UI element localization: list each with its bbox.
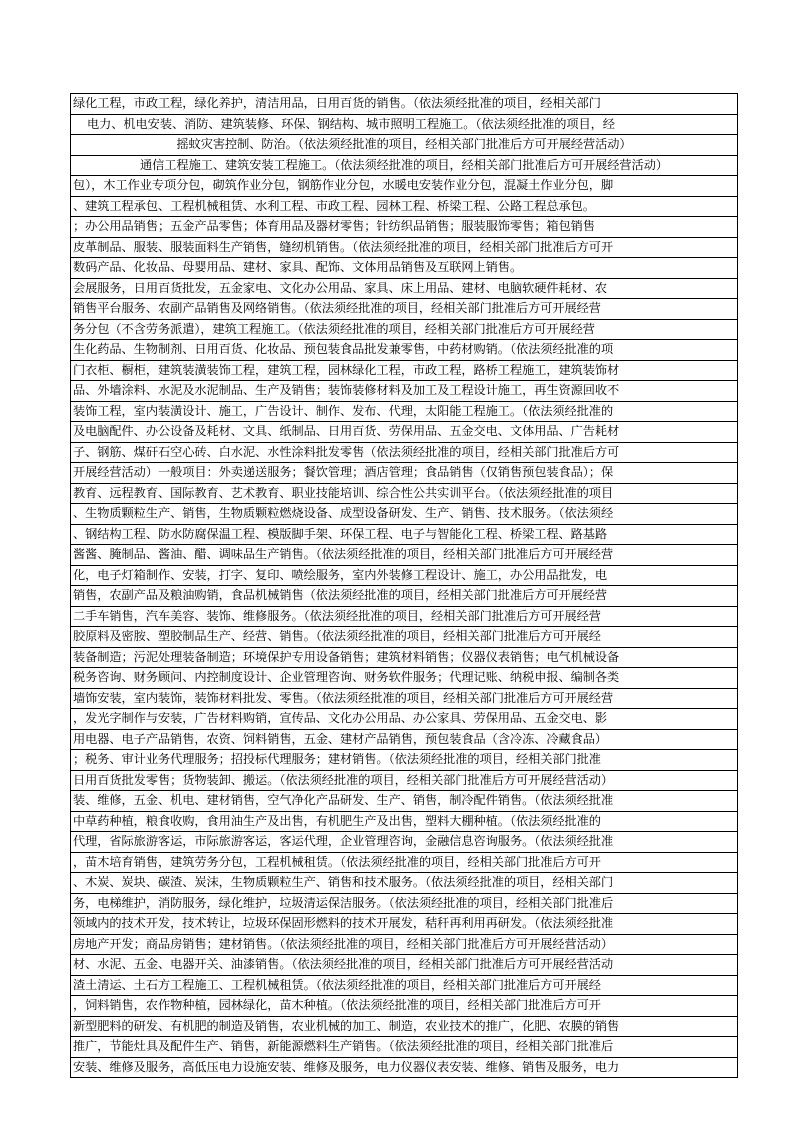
table-row[interactable] xyxy=(71,689,737,710)
cell-text: 代理，省际旅游客运，市际旅游客运，客运代理，企业管理咨询，金融信息咨询服务。（依法须经批准 xyxy=(73,834,614,848)
cell-text: ，发光字制作与安装，广告材料购销，宣传品、文化办公用品、办公家具、劳保用品、五金交电、影 xyxy=(73,711,608,725)
cell-text: 中草药种植，粮食收购，食用油生产及出售，有机肥生产及出售，塑料大棚种植。（依法须经批准的 xyxy=(73,813,601,828)
cell-text: 务，电梯维护，消防服务，绿化维护，垃圾清运保洁服务。（依法须经批准的项目，经相关部门批准后 xyxy=(73,895,614,910)
table-row[interactable] xyxy=(71,504,737,525)
cell-text: 销售，农副产品及粮油购销，食品机械销售（依法须经批准的项目，经相关部门批准后方可开展经营 xyxy=(73,588,608,602)
cell-text: ；办公用品销售；五金产品零售；体育用品及器材零售；针纺织品销售；服装服饰零售；箱包销售 xyxy=(73,219,595,233)
table-row[interactable] xyxy=(71,217,737,238)
table-row[interactable] xyxy=(71,135,737,156)
cell-text: 新型肥料的研发、有机肥的制造及销售，农业机械的加工、制造，农业技术的推广，化肥、农膜的销售 xyxy=(73,1018,620,1033)
table-row[interactable] xyxy=(71,832,737,853)
cell-text: 开展经营活动）一般项目：外卖递送服务；餐饮管理；酒店管理；食品销售（仅销售预包装食品）；保 xyxy=(73,465,614,479)
table-row[interactable] xyxy=(71,935,737,956)
table-row[interactable] xyxy=(71,914,737,935)
cell-text: 日用百货批发零售；货物装卸、搬运。（依法须经批准的项目，经相关部门批准后方可开展经营活动） xyxy=(73,772,614,787)
cell-text: 装备制造；污泥处理装备制造；环境保护专用设备销售；建筑材料销售；仪器仪表销售；电气机械设备 xyxy=(73,649,620,664)
table-row[interactable] xyxy=(71,381,737,402)
cell-text: 会展服务，日用百货批发，五金家电、文化办公用品、家具、床上用品、建材、电脑软硬件耗材、农 xyxy=(73,280,608,295)
table-row[interactable] xyxy=(71,853,737,874)
cell-text: 绿化工程，市政工程，绿化养护，清洁用品，日用百货的销售。（依法须经批准的项目，经相关部门 xyxy=(73,96,601,110)
cell-text: 二手车销售，汽车美容、装饰、维修服务。（依法须经批准的项目，经相关部门批准后方可开展经营 xyxy=(73,608,601,623)
table-row[interactable] xyxy=(71,463,737,484)
cell-text: 子、钢筋、煤矸石空心砖、白水泥、水性涂料批发零售（依法须经批准的项目，经相关部门批准后方可 xyxy=(73,444,620,459)
table-row[interactable] xyxy=(71,627,737,648)
cell-text: 税务咨询、财务顾问、内控制度设计、企业管理咨询、财务软件服务；代理记账、纳税申报、编制各类 xyxy=(73,670,620,684)
table-row[interactable] xyxy=(71,1037,737,1058)
cell-text: 胶原料及密胺、塑胶制品生产、经营、销售。（依法须经批准的项目，经相关部门批准后方可开展经 xyxy=(73,629,601,643)
cell-text: 装、维修，五金、机电、建材销售，空气净化产品研发、生产、销售，制冷配件销售。（依法须经批准 xyxy=(73,793,614,807)
cell-text: 、建筑工程承包、工程机械租赁、水利工程、市政工程、园林工程、桥梁工程、公路工程总承包。 xyxy=(73,198,595,213)
cell-text: 安装、维修及服务，高低压电力设施安装、维修及服务，电力仪器仪表安装、维修、销售及服务，电力 xyxy=(73,1059,620,1074)
cell-text: ；税务、审计业务代理服务；招投标代理服务；建材销售。（依法须经批准的项目，经相关部门批准 xyxy=(73,752,601,766)
cell-text: 销售平台服务、农副产品销售及网络销售。（依法须经批准的项目，经相关部门批准后方可开展经营 xyxy=(73,301,601,315)
cell-text: 电力、机电安装、消防、建筑装修、环保、钢结构、城市照明工程施工。（依法须经批准的项目，经 xyxy=(87,116,615,131)
table-row[interactable] xyxy=(71,299,737,320)
table-row[interactable] xyxy=(71,955,737,976)
cell-text: 通信工程施工、建筑安装工程施工。（依法须经批准的项目，经相关部门批准后方可开展经营活动） xyxy=(140,157,668,172)
table-row[interactable] xyxy=(71,894,737,915)
cell-text: 墙饰安装，室内装饰，装饰材料批发、零售。（依法须经批准的项目，经相关部门批准后方可开展经营 xyxy=(73,690,614,705)
table-row[interactable] xyxy=(71,279,737,300)
table-row[interactable] xyxy=(71,361,737,382)
table-row[interactable] xyxy=(71,443,737,464)
table-row[interactable] xyxy=(71,607,737,628)
table-row[interactable] xyxy=(71,771,737,792)
cell-text: 装饰工程，室内装潢设计、施工，广告设计、制作、发布、代理，太阳能工程施工。（依法须经批准的 xyxy=(73,403,614,418)
cell-text: 门衣柜、橱柜，建筑装潢装饰工程，建筑工程，园林绿化工程，市政工程，路桥工程施工，建筑装饰材 xyxy=(73,362,620,377)
table-row[interactable] xyxy=(71,1058,737,1079)
cell-text: 包），木工作业专项分包，砌筑作业分包，钢筋作业分包，水暖电安装作业分包，混凝土作业分包，脚 xyxy=(73,178,614,192)
cell-text: 推广，节能灶具及配件生产、销售，新能源燃料生产销售。（依法须经批准的项目，经相关部门批准后 xyxy=(73,1039,614,1053)
table-row[interactable] xyxy=(71,586,737,607)
table-row[interactable] xyxy=(71,422,737,443)
table-row[interactable] xyxy=(71,873,737,894)
cell-text: 用电器、电子产品销售，农资、饲料销售，五金、建材产品销售，预包装食品（含冷冻、冷藏食品） xyxy=(73,731,608,746)
table-row[interactable] xyxy=(71,648,737,669)
cell-text: 、钢结构工程、防水防腐保温工程、模版脚手架、环保工程、电子与智能化工程、桥梁工程、路基路 xyxy=(73,526,608,541)
spreadsheet-table xyxy=(70,93,738,1078)
cell-text: 化，电子灯箱制作、安装，打字、复印、喷绘服务，室内外装修工程设计、施工，办公用品批发，电 xyxy=(73,567,608,582)
table-row[interactable] xyxy=(71,176,737,197)
cell-text: 、生物质颗粒生产、销售，生物质颗粒燃烧设备、成型设备研发、生产、销售、技术服务。（依法须经 xyxy=(73,506,614,520)
cell-text: 酱酱、腌制品、酱油、醋、调味品生产销售。（依法须经批准的项目，经相关部门批准后方可开展经营 xyxy=(73,547,614,561)
table-row[interactable] xyxy=(71,566,737,587)
cell-text: 房地产开发；商品房销售；建材销售。（依法须经批准的项目，经相关部门批准后方可开展经营活动） xyxy=(73,936,614,951)
table-row[interactable] xyxy=(71,156,737,177)
table-row[interactable] xyxy=(71,812,737,833)
cell-text: ，饲料销售，农作物种植，园林绿化，苗木种植。（依法须经批准的项目，经相关部门批准后方可开 xyxy=(73,998,601,1012)
table-row[interactable] xyxy=(71,730,737,751)
table-row[interactable] xyxy=(71,484,737,505)
cell-text: 教育、远程教育、国际教育、艺术教育、职业技能培训、综合性公共实训平台。（依法须经批准的项目 xyxy=(73,485,614,500)
table-row[interactable] xyxy=(71,668,737,689)
cell-text: 领域内的技术开发，技术转让，垃圾环保固形燃料的技术开展发，秸秆再利用再研发。（依法须经批准 xyxy=(73,916,614,930)
table-row[interactable] xyxy=(71,709,737,730)
table-row[interactable] xyxy=(71,115,737,136)
cell-text: 生化药品、生物制剂、日用百货、化妆品、预包装食品批发兼零售，中药材购销。（依法须经批准的项 xyxy=(73,342,614,356)
table-row[interactable] xyxy=(71,545,737,566)
table-row[interactable] xyxy=(71,238,737,259)
table-row[interactable] xyxy=(71,525,737,546)
cell-text: 皮革制品、服装、服装面料生产销售，缝纫机销售。（依法须经批准的项目，经相关部门批准后方可开 xyxy=(73,239,614,254)
table-row[interactable] xyxy=(71,976,737,997)
cell-text: 摇蚊灾害控制、防治。（依法须经批准的项目，经相关部门批准后方可开展经营活动） xyxy=(176,137,632,151)
table-row[interactable] xyxy=(71,750,737,771)
table-row[interactable] xyxy=(71,258,737,279)
table-row[interactable] xyxy=(71,791,737,812)
table-row[interactable] xyxy=(71,94,737,115)
cell-text: 材、水泥、五金、电器开关、油漆销售。（依法须经批准的项目，经相关部门批准后方可开展经营活动 xyxy=(73,957,614,971)
cell-text: 品、外墙涂料、水泥及水泥制品、生产及销售；装饰装修材料及加工及工程设计施工，再生资源回收不 xyxy=(73,383,620,397)
cell-text: 数码产品、化妆品、母婴用品、建材、家具、配饰、文体用品销售及互联网上销售。 xyxy=(73,260,523,274)
cell-text: 务分包（不含劳务派遣），建筑工程施工。（依法须经批准的项目，经相关部门批准后方可开展经营 xyxy=(73,321,595,336)
table-row[interactable] xyxy=(71,340,737,361)
cell-text: 渣土清运、土石方工程施工、工程机械租赁。（依法须经批准的项目，经相关部门批准后方可开展经 xyxy=(73,977,601,992)
cell-text: 、木炭、炭块、碳渣、炭沫，生物质颗粒生产、销售和技术服务。（依法须经批准的项目，经相关部门 xyxy=(73,875,614,889)
table-row[interactable] xyxy=(71,996,737,1017)
table-row[interactable] xyxy=(71,197,737,218)
table-row[interactable] xyxy=(71,402,737,423)
cell-text: 及电脑配件、办公设备及耗材、文具、纸制品、日用百货、劳保用品、五金交电、文体用品、广告耗材 xyxy=(73,424,620,438)
cell-text: ，苗木培育销售，建筑劳务分包，工程机械租赁。（依法须经批准的项目，经相关部门批准后方可开 xyxy=(73,854,601,869)
table-row[interactable] xyxy=(71,1017,737,1038)
table-row[interactable] xyxy=(71,320,737,341)
